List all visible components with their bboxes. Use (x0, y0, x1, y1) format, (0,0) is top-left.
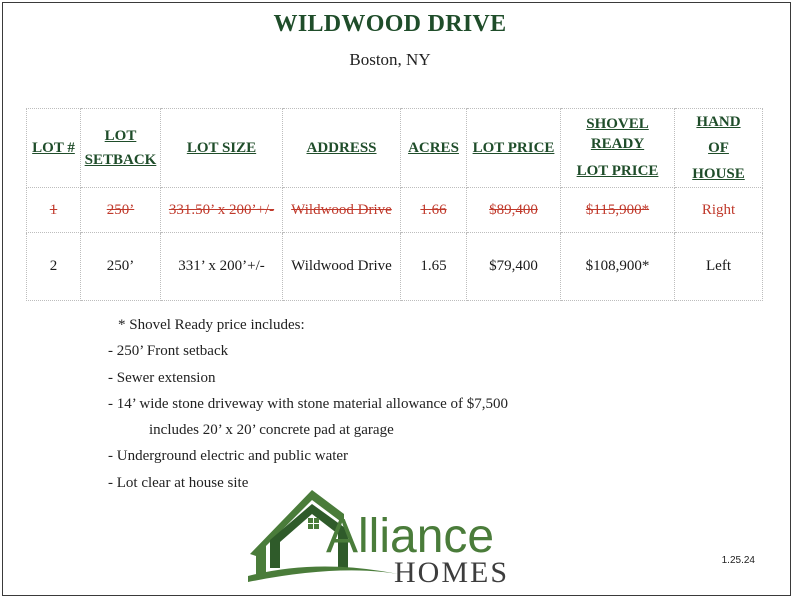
note-item: - 250’ Front setback (108, 343, 229, 360)
lot-pricing-table (26, 108, 763, 301)
logo-word-alliance: Alliance (326, 510, 495, 563)
cell-shovel-price: $108,900* (561, 233, 675, 301)
logo-word-homes: HOMES (394, 556, 510, 586)
note-item: - Lot clear at house site (108, 474, 249, 491)
col-header-acres: ACRES (401, 109, 467, 188)
note-item: - 14’ wide stone driveway with stone material allowance of $7,500 (108, 395, 509, 412)
page-title: WILDWOOD DRIVE (273, 11, 507, 37)
note-item: - Sewer extension (108, 369, 216, 386)
cell-setback: 250’ (81, 188, 161, 233)
cell-lot-price: $79,400 (467, 233, 561, 301)
location-subtitle: Boston, NY (349, 50, 431, 69)
cell-lot-price: $89,400 (467, 188, 561, 233)
col-header-lot-setback: LOT SETBACK (81, 109, 161, 188)
cell-acres: 1.66 (401, 188, 467, 233)
cell-shovel-price: $115,900* (561, 188, 675, 233)
cell-address: Wildwood Drive (283, 233, 401, 301)
table-row (27, 188, 763, 233)
cell-hand: Right (675, 188, 763, 233)
notes-heading: * Shovel Ready price includes: (118, 317, 305, 333)
cell-lot-number: 2 (27, 233, 81, 301)
cell-lot-size: 331’ x 200’+/- (161, 233, 283, 301)
table-row (27, 233, 763, 301)
document-date: 1.25.24 (721, 555, 755, 566)
cell-lot-number: 1 (27, 188, 81, 233)
col-header-lot-size: LOT SIZE (161, 109, 283, 188)
cell-acres: 1.65 (401, 233, 467, 301)
cell-lot-size: 331.50’ x 200’+/- (161, 188, 283, 233)
note-item: includes 20’ x 20’ concrete pad at garage (149, 422, 394, 439)
col-header-lot-price: LOT PRICE (467, 109, 561, 188)
note-item: - Underground electric and public water (108, 448, 349, 465)
col-header-lot-number: LOT # (27, 109, 81, 188)
alliance-homes-logo (248, 484, 538, 586)
shovel-ready-notes (108, 312, 508, 496)
cell-hand: Left (675, 233, 763, 301)
cell-setback: 250’ (81, 233, 161, 301)
cell-address: Wildwood Drive (283, 188, 401, 233)
col-header-shovel-ready-price: SHOVEL READY LOT PRICE (561, 109, 675, 188)
table-header-row (27, 109, 763, 188)
col-header-address: ADDRESS (283, 109, 401, 188)
col-header-hand-of-house: HAND OF HOUSE (675, 109, 763, 188)
